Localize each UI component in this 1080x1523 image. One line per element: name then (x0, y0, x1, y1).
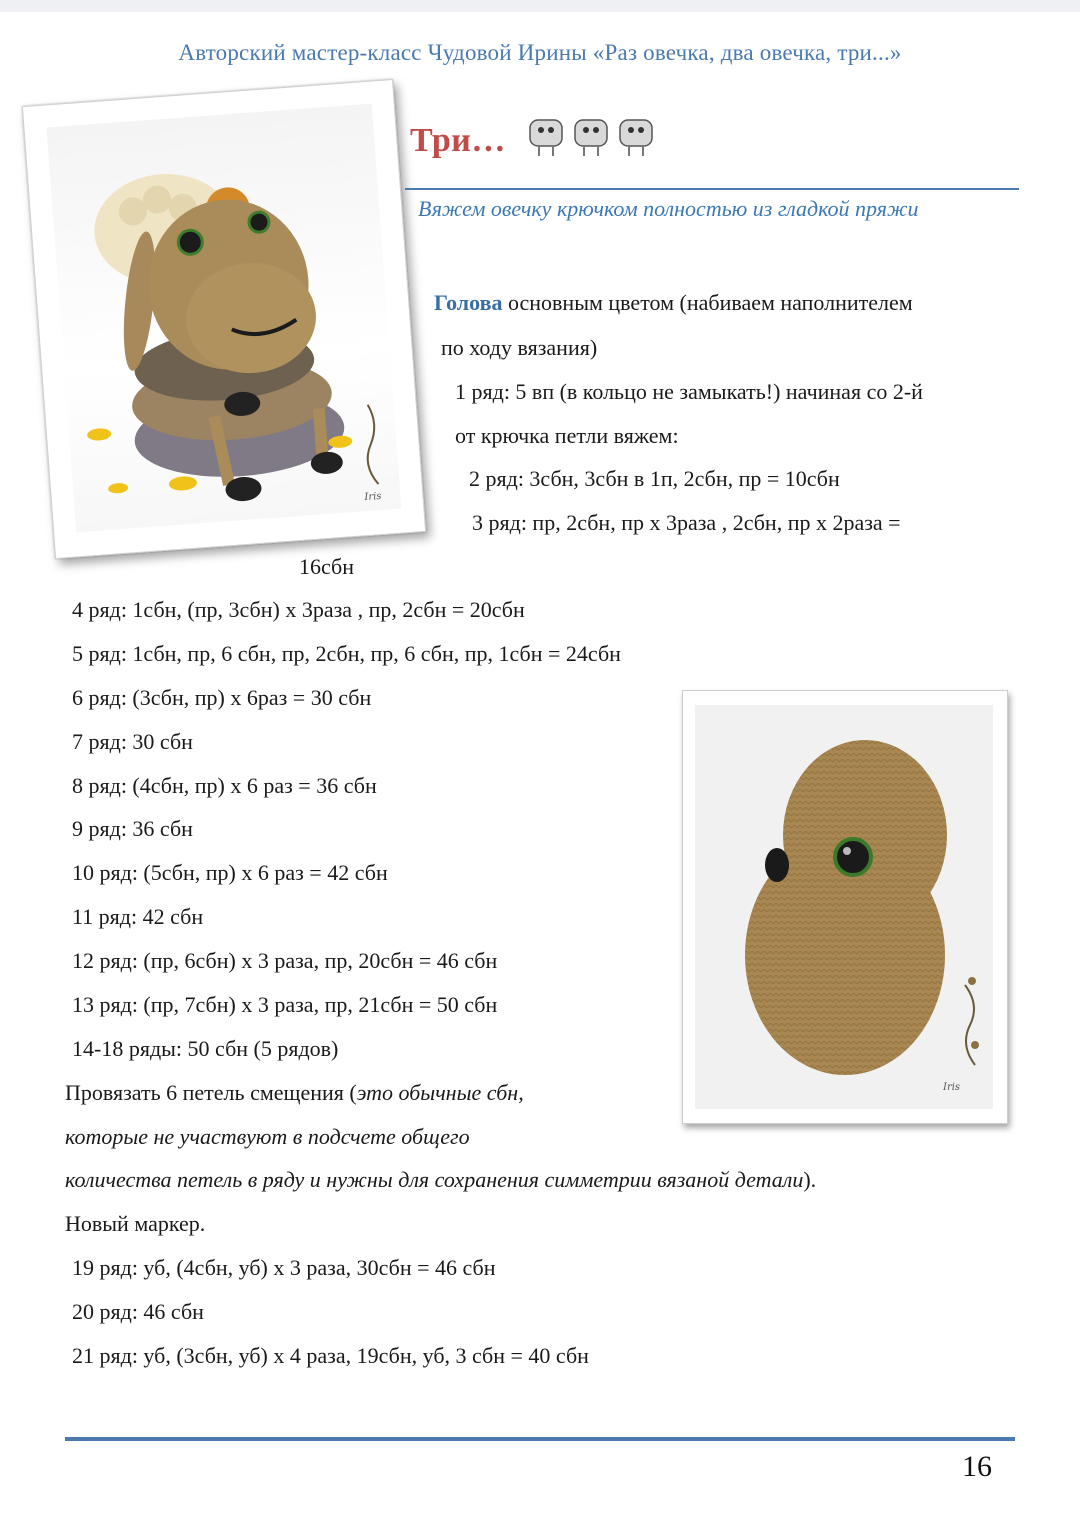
row-12: 12 ряд: (пр, 6сбн) х 3 раза, пр, 20сбн = 46 сбн (72, 948, 498, 973)
row-3a: 3 ряд: пр, 2сбн, пр х 3раза , 2сбн, пр х 2раза = (472, 510, 901, 535)
row-10: 10 ряд: (5сбн, пр) х 6 раз = 42 сбн (72, 860, 388, 885)
row-4: 4 ряд: 1сбн, (пр, 3сбн) х 3раза , пр, 2сбн = 20сбн (72, 597, 525, 622)
page-top-strip (0, 0, 1080, 12)
new-marker-note: Новый маркер. (65, 1211, 206, 1236)
knitted-head-illustration (695, 705, 993, 1109)
row-21: 21 ряд: уб, (3сбн, уб) х 4 раза, 19сбн, уб, 3 сбн = 40 сбн (72, 1343, 589, 1368)
row-1a: 1 ряд: 5 вп (в кольцо не замыкать!) начиная со 2-й (455, 379, 923, 404)
shift-stitch-line-1: Провязать 6 петель смещения (это обычные сбн, (65, 1080, 524, 1105)
sheep-toy-illustration (46, 104, 401, 533)
row-20: 20 ряд: 46 сбн (72, 1299, 204, 1324)
footer-divider (65, 1437, 1015, 1441)
document-header: Авторский мастер-класс Чудовой Ирины «Раз овечка, два овечка, три...» (178, 40, 902, 65)
row-6: 6 ряд: (3сбн, пр) х 6раз = 30 сбн (72, 685, 372, 710)
row-13: 13 ряд: (пр, 7сбн) х 3 раза, пр, 21сбн = 50 сбн (72, 992, 498, 1017)
intro-line-2: по ходу вязания) (441, 335, 598, 360)
row-7: 7 ряд: 30 сбн (72, 729, 193, 754)
row-5: 5 ряд: 1сбн, пр, 6 сбн, пр, 2сбн, пр, 6 сбн, пр, 1сбн = 24сбн (72, 641, 621, 666)
svg-text:Iris: Iris (943, 1082, 961, 1093)
title-divider (405, 188, 1019, 190)
row-3b: 16сбн (299, 554, 354, 579)
row-9: 9 ряд: 36 сбн (72, 816, 193, 841)
svg-text:Iris: Iris (364, 490, 382, 504)
intro-line-1: Голова основным цветом (набиваем наполнителем (434, 290, 913, 315)
row-1b: от крючка петли вяжем: (455, 423, 679, 448)
sheep-clipart-icon (525, 112, 665, 162)
row-14-18: 14-18 ряды: 50 сбн (5 рядов) (72, 1036, 339, 1061)
row-8: 8 ряд: (4сбн, пр) х 6 раз = 36 сбн (72, 773, 377, 798)
photo-knitted-head (682, 690, 1008, 1124)
head-word: Голова (434, 290, 503, 315)
section-title: Три… (410, 122, 506, 159)
row-19: 19 ряд: уб, (4сбн, уб) х 3 раза, 30сбн = 46 сбн (72, 1255, 496, 1280)
page-number: 16 (962, 1450, 992, 1483)
row-2: 2 ряд: 3сбн, 3сбн в 1п, 2сбн, пр = 10сбн (469, 466, 840, 491)
row-11: 11 ряд: 42 сбн (72, 904, 204, 929)
shift-stitch-line-2: которые не участвуют в подсчете общего (65, 1124, 470, 1149)
shift-stitch-line-3: количества петель в ряду и нужны для сохранения симметрии вязаной детали). (65, 1167, 817, 1192)
section-subtitle: Вяжем овечку крючком полностью из гладкой пряжи (418, 196, 919, 221)
photo-finished-sheep (22, 79, 426, 559)
